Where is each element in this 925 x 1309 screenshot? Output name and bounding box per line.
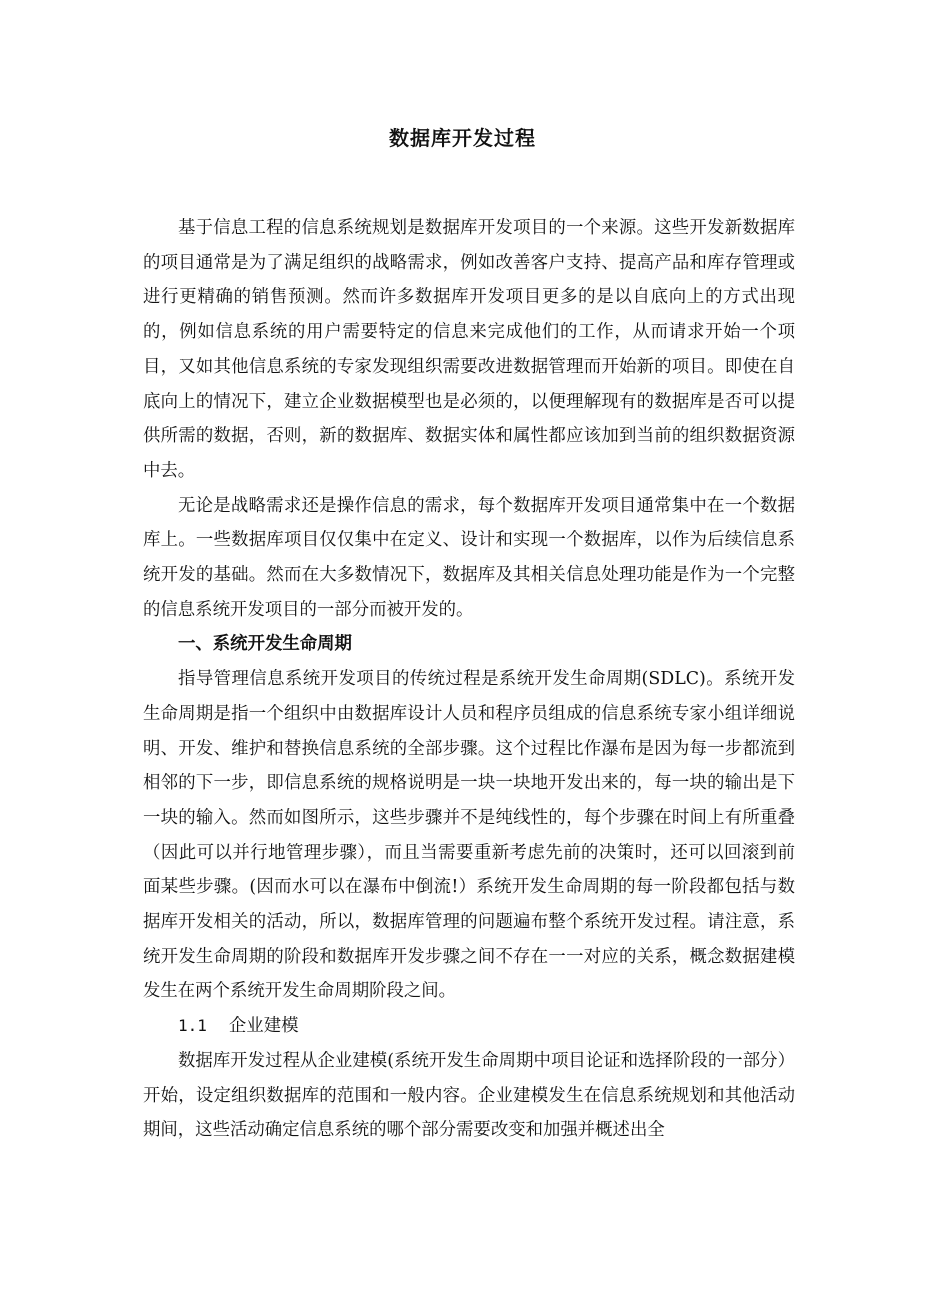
subsection-number: 1.1 — [178, 1016, 207, 1036]
paragraph-strategic-needs: 无论是战略需求还是操作信息的需求，每个数据库开发项目通常集中在一个数据库上。一些数据库项目仅仅集中在定义、设计和实现一个数据库，以作为后续信息系统开发的基础。然而在大多数情况下，数据库及其相关信息处理功能是作为一个完整的信息系统开发项目的一部分而被开发的。 — [143, 495, 795, 620]
document-body — [143, 211, 795, 1148]
subsection-heading-enterprise-modeling — [143, 1009, 795, 1044]
paragraph-enterprise-modeling: 数据库开发过程从企业建模(系统开发生命周期中项目论证和选择阶段的一部分）开始，设定组织数据库的范围和一般内容。企业建模发生在信息系统规划和其他活动期间，这些活动确定信息系统的哪个部分需要改变和加强并概述出全 — [143, 1050, 795, 1141]
page-title: 数据库开发过程 — [389, 126, 536, 150]
section-heading-sdlc: 一、系统开发生命周期 — [178, 634, 352, 655]
paragraph-sdlc: 指导管理信息系统开发项目的传统过程是系统开发生命周期(SDLC)。系统开发生命周期是指一个组织中由数据库设计人员和程序员组成的信息系统专家小组详细说明、开发、维护和替换信息系统的全部步骤。这个过程比作瀑布是因为每一步都流到相邻的下一步，即信息系统的规格说明是一块一块地开发出来的，每一块的输出是下一块的输入。然而如图所示，这些步骤并不是纯线性的，每个步骤在时间上有所重叠（因此可以并行地管理步骤），而且当需要重新考虑先前的决策时，还可以回滚到前面某些步骤。(因而水可以在瀑布中倒流!）系统开发生命周期的每一阶段都包括与数据库开发相关的活动，所以，数据库管理的问题遍布整个系统开发过程。请注意，系统开发生命周期的阶段和数据库开发步骤之间不存在一一对应的关系，概念数据建模发生在两个系统开发生命周期阶段之间。 — [143, 669, 795, 1002]
paragraph-intro: 基于信息工程的信息系统规划是数据库开发项目的一个来源。这些开发新数据库的项目通常是为了满足组织的战略需求，例如改善客户支持、提高产品和库存管理或进行更精确的销售预测。然而许多数据库开发项目更多的是以自底向上的方式出现的，例如信息系统的用户需要特定的信息来完成他们的工作，从而请求开始一个项目，又如其他信息系统的专家发现组织需要改进数据管理而开始新的项目。即使在自底向上的情况下，建立企业数据模型也是必须的，以便理解现有的数据库是否可以提供所需的数据，否则，新的数据库、数据实体和属性都应该加到当前的组织数据资源中去。 — [143, 218, 795, 481]
subsection-title: 企业建模 — [228, 1016, 299, 1037]
